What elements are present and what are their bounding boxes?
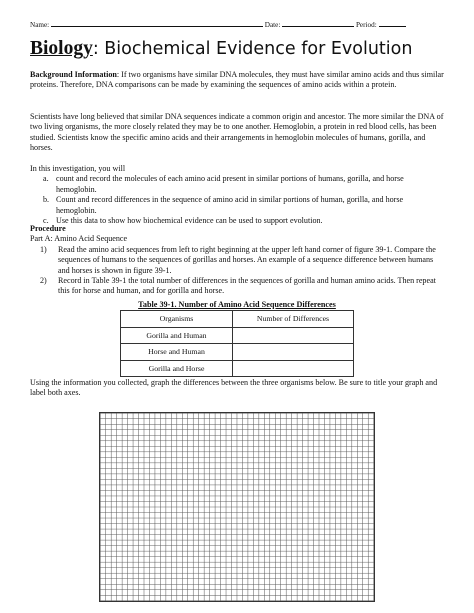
background-paragraph bbox=[30, 70, 444, 91]
title-rest: : Biochemical Evidence for Evolution bbox=[92, 39, 413, 59]
title-subject: Biology bbox=[30, 38, 93, 59]
evolution-paragraph: Scientists have long believed that similar DNA sequences indicate a common origin and ancestor. The more similar the DNA of two living organisms, the more closely related they may be to one another. Hemoglobin, a protein in red blood cells, has been studied. Scientists know the specific amino acids and their arrangements in hemoglobin molecules of humans, gorilla, and horses. bbox=[30, 112, 444, 153]
header-fields bbox=[30, 19, 450, 29]
procedure-section bbox=[30, 224, 444, 297]
table-row bbox=[121, 360, 354, 377]
table-header: Number of Differences bbox=[233, 311, 354, 328]
name-label: Name: bbox=[30, 21, 50, 29]
table-block bbox=[100, 300, 374, 377]
date-label: Date: bbox=[264, 21, 281, 29]
table-header-row bbox=[121, 311, 354, 328]
period-label: Period: bbox=[355, 21, 377, 29]
background-label: Background Information bbox=[30, 70, 117, 79]
table-caption: Table 39-1. Number of Amino Acid Sequence Differences bbox=[138, 300, 336, 309]
list-item: 1) Read the amino acid sequences from left to right beginning at the upper left hand corner of figure 39-1. Compare the sequences of humans to the sequences of gorillas and horses. An example of a sequence difference between humans and horses is shown in figure 39-1. bbox=[40, 244, 436, 275]
graph-instructions: Using the information you collected, graph the differences between the three organisms below. Be sure to title your graph and label both axes. bbox=[30, 378, 438, 398]
investigation-section bbox=[30, 164, 444, 226]
table-row bbox=[121, 327, 354, 344]
table-row bbox=[121, 344, 354, 361]
table-cell: Gorilla and Horse bbox=[121, 360, 233, 377]
graph-paper[interactable] bbox=[99, 412, 375, 602]
page-title bbox=[30, 38, 412, 60]
table-cell: Gorilla and Human bbox=[121, 327, 233, 344]
table-input-cell[interactable] bbox=[233, 360, 354, 377]
date-blank[interactable] bbox=[282, 19, 354, 27]
list-item: b. Count and record differences in the sequence of amino acid in similar portions of human, gorilla, and horse hemoglobin. bbox=[43, 195, 404, 215]
background-text: : If two organisms have similar DNA molecules, they must have similar amino acids and thus similar proteins. Therefore, DNA comparisons can be made by examining the sequences of amino acids within a protein. bbox=[30, 70, 444, 90]
list-item: c. Use this data to show how biochemical evidence can be used to support evolution. bbox=[43, 216, 323, 226]
investigation-intro: In this investigation, you will bbox=[30, 164, 126, 173]
investigation-list bbox=[30, 174, 444, 226]
period-blank[interactable] bbox=[379, 19, 406, 27]
procedure-part: Part A: Amino Acid Sequence bbox=[30, 234, 128, 244]
table-header: Organisms bbox=[121, 311, 233, 328]
procedure-heading: Procedure bbox=[30, 224, 66, 233]
name-blank[interactable] bbox=[51, 19, 263, 27]
table-cell: Horse and Human bbox=[121, 344, 233, 361]
list-item: a. count and record the molecules of each amino acid present in similar portions of humans, gorilla, and horse hemoglobin. bbox=[43, 174, 404, 194]
differences-table bbox=[120, 310, 354, 377]
procedure-steps bbox=[30, 245, 444, 297]
table-input-cell[interactable] bbox=[233, 327, 354, 344]
table-input-cell[interactable] bbox=[233, 344, 354, 361]
list-item: 2) Record in Table 39-1 the total number of differences in the sequences of gorilla and human amino acids. Then repeat this for horse and human, and for gorilla and horse. bbox=[40, 276, 436, 296]
